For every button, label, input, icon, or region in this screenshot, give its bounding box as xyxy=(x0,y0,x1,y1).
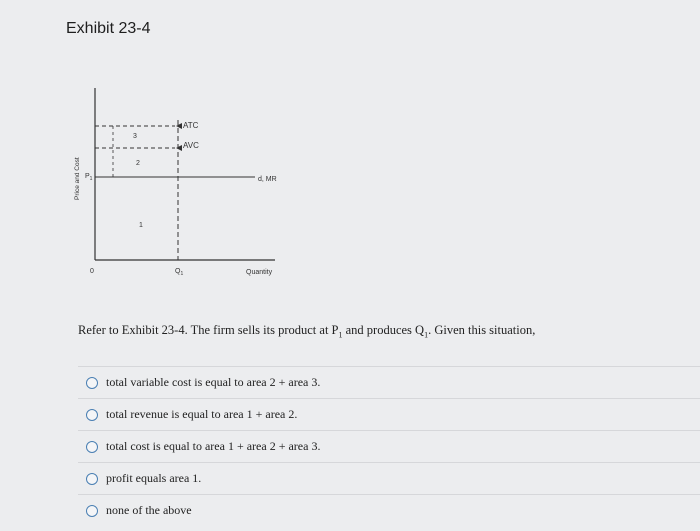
answer-option-4[interactable] xyxy=(78,462,700,494)
y-axis-label: Price and Cost xyxy=(74,157,81,200)
demand-label: d, MR xyxy=(258,176,277,183)
option-label: total variable cost is equal to area 2 + area 3. xyxy=(106,375,321,389)
avc-arrow xyxy=(176,145,182,151)
x-axis-label: Quantity xyxy=(246,269,273,276)
radio-icon[interactable] xyxy=(86,441,98,453)
exhibit-title: Exhibit 23-4 xyxy=(66,20,151,37)
answer-option-2[interactable] xyxy=(78,398,700,430)
option-label: total revenue is equal to area 1 + area 2. xyxy=(106,407,298,421)
answer-option-1[interactable] xyxy=(78,366,700,398)
answer-options xyxy=(78,366,700,526)
option-label: none of the above xyxy=(106,503,192,517)
price-label: $P_1$ xyxy=(85,173,93,182)
quantity-q1-label: $Q_1$ xyxy=(175,268,184,277)
radio-icon[interactable] xyxy=(86,377,98,389)
area-label-3: 3 xyxy=(133,133,137,140)
atc-arrow xyxy=(176,123,182,129)
option-label: total cost is equal to area 1 + area 2 + area 3. xyxy=(106,439,321,453)
radio-icon[interactable] xyxy=(86,409,98,421)
answer-option-5[interactable] xyxy=(78,494,700,526)
radio-icon[interactable] xyxy=(86,505,98,517)
curve-atc-label: ATC xyxy=(183,121,199,130)
radio-icon[interactable] xyxy=(86,473,98,485)
curve-avc-label: AVC xyxy=(183,141,199,150)
option-label: profit equals area 1. xyxy=(106,471,202,485)
question-text: Refer to Exhibit 23-4. The firm sells its product at $P_1$ and produces $Q_1$. Given this situation, xyxy=(78,323,536,340)
area-label-2: 2 xyxy=(136,160,140,167)
answer-option-3[interactable] xyxy=(78,430,700,462)
origin-label: 0 xyxy=(90,268,94,275)
area-label-1: 1 xyxy=(139,222,143,229)
